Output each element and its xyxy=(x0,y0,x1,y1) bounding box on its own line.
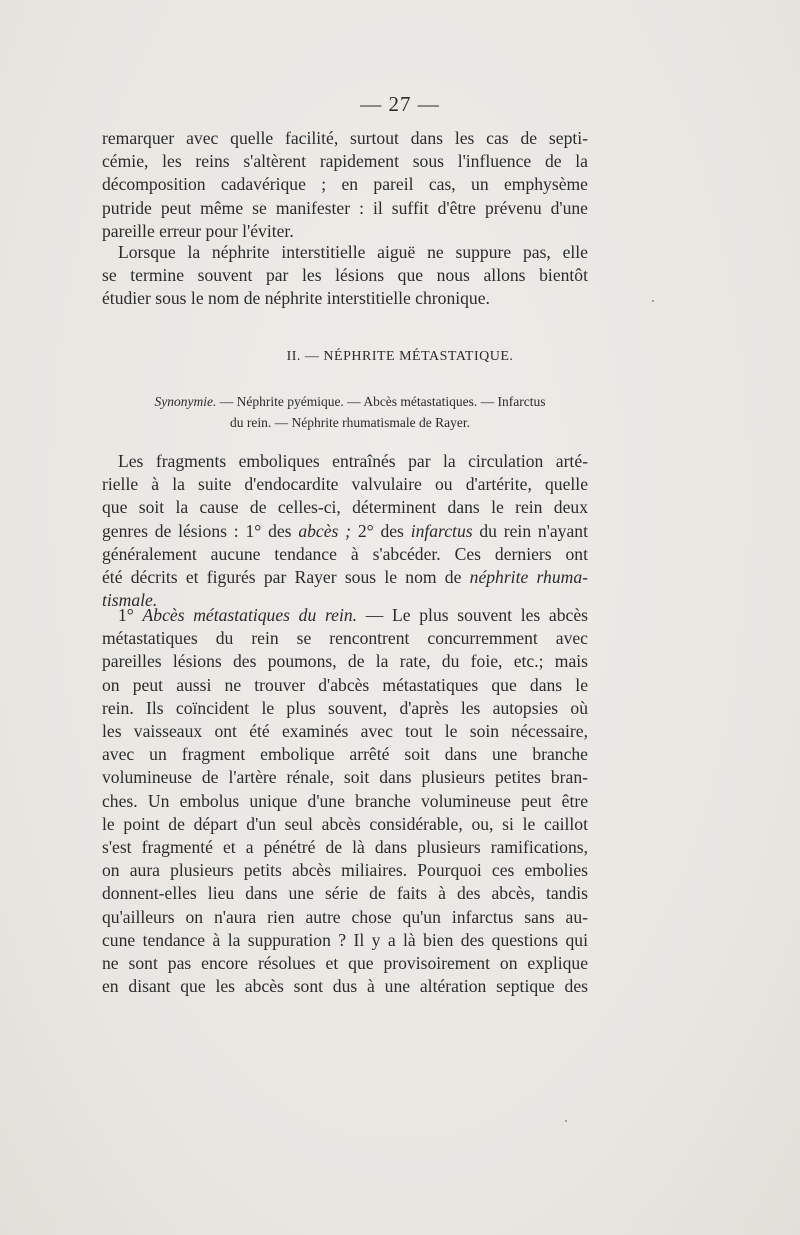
text-line xyxy=(102,566,588,589)
text-line: décomposition cadavérique ; en pareil cas, un emphysème xyxy=(102,174,588,195)
text-line: que soit la cause de celles-ci, déterminent dans le rein deux xyxy=(102,497,588,518)
text-line: rielle à la suite d'endocardite valvulaire ou d'artérite, quelle xyxy=(102,474,588,495)
text-line: putride peut même se manifester : il suffit d'être prévenu d'une xyxy=(102,197,588,218)
text-line: les vaisseaux ont été examinés avec tout le soin nécessaire, xyxy=(102,721,588,742)
page-number: — 27 — xyxy=(360,92,440,116)
synonymy-label: Synonymie. xyxy=(154,394,217,409)
text-line: qu'ailleurs on n'aura rien autre chose qu'un infarctus sans au- xyxy=(102,906,588,927)
italic-term-nephrite: néphrite rhuma- xyxy=(469,567,588,588)
text-line xyxy=(102,520,588,543)
text-run: 2° des xyxy=(351,520,411,541)
text-line: se termine souvent par les lésions que nous allons bientôt xyxy=(102,265,588,286)
text-run: — Le plus souvent les abcès xyxy=(357,605,588,625)
text-run: genres de lésions : 1° des xyxy=(102,520,299,541)
text-line: on peut aussi ne trouver d'abcès métastatiques que dans le xyxy=(102,674,588,695)
section-heading: II. — NÉPHRITE MÉTASTATIQUE. xyxy=(286,349,514,364)
synonymy-line xyxy=(110,391,590,412)
text-line: ches. Un embolus unique d'une branche volumineuse peut être xyxy=(102,790,588,811)
text-line: pareilles lésions des poumons, de la rate, du foie, etc.; mais xyxy=(102,651,588,672)
text-line: cune tendance à la suppuration ? Il y a là bien des questions qui xyxy=(102,929,588,950)
text-line: Les fragments emboliques entraînés par la circulation arté- xyxy=(118,451,588,471)
text-line: pareille erreur pour l'éviter. xyxy=(102,220,294,241)
text-run: du rein n'ayant xyxy=(472,520,588,541)
text-line: avec un fragment embolique arrêté soit dans une branche xyxy=(102,744,588,765)
paragraph-emboli xyxy=(102,450,588,612)
text-line: cémie, les reins s'altèrent rapidement sous l'influence de la xyxy=(102,151,588,172)
text-line: Lorsque la néphrite interstitielle aiguë ne suppure pas, elle xyxy=(118,242,588,262)
text-line: remarquer avec quelle facilité, surtout dans les cas de septi- xyxy=(102,128,588,148)
text-line: ne sont pas encore résolues et que provisoirement on explique xyxy=(102,953,588,974)
text-line: métastatiques du rein se rencontrent concurremment avec xyxy=(102,628,588,649)
synonymy-block xyxy=(110,391,590,433)
synonymy-text: — Néphrite pyémique. — Abcès métastatiques. — Infarctus xyxy=(216,394,546,409)
text-line: volumineuse de l'artère rénale, soit dans plusieurs petites bran- xyxy=(102,767,588,788)
text-run: 1° xyxy=(118,605,143,625)
italic-term-infarctus: infarctus xyxy=(410,520,473,541)
synonymy-line: du rein. — Néphrite rhumatismale de Rayer. xyxy=(230,415,470,430)
text-line: étudier sous le nom de néphrite interstitielle chronique. xyxy=(102,288,490,309)
text-line: s'est fragmenté et a pénétré de là dans plusieurs ramifications, xyxy=(102,837,588,858)
paragraph-interstitial xyxy=(102,241,588,311)
text-line: rein. Ils coïncident le plus souvent, d'après les autopsies où xyxy=(102,697,588,718)
text-line: en disant que les abcès sont dus à une altération septique des xyxy=(102,976,588,997)
text-run: été décrits et figurés par Rayer sous le nom de xyxy=(102,567,470,588)
text-line: on aura plusieurs petits abcès miliaires. Pourquoi ces embolies xyxy=(102,860,588,881)
italic-term-abces: abcès ; xyxy=(298,520,352,541)
paragraph-septicemia xyxy=(102,127,588,243)
text-line: le point de départ d'un seul abcès considérable, ou, si le caillot xyxy=(102,813,588,834)
text-line: généralement aucune tendance à s'abcéder. Ces derniers ont xyxy=(102,543,588,564)
paragraph-metastatic-abscesses xyxy=(102,604,588,998)
italic-term-tismale: tismale. xyxy=(102,590,158,611)
paper-speck xyxy=(565,1120,567,1122)
paper-speck xyxy=(652,300,654,302)
text-line xyxy=(102,604,588,627)
italic-subheading: Abcès métastatiques du rein. xyxy=(142,605,358,625)
text-line: donnent-elles lieu dans une série de faits à des abcès, tandis xyxy=(102,883,588,904)
